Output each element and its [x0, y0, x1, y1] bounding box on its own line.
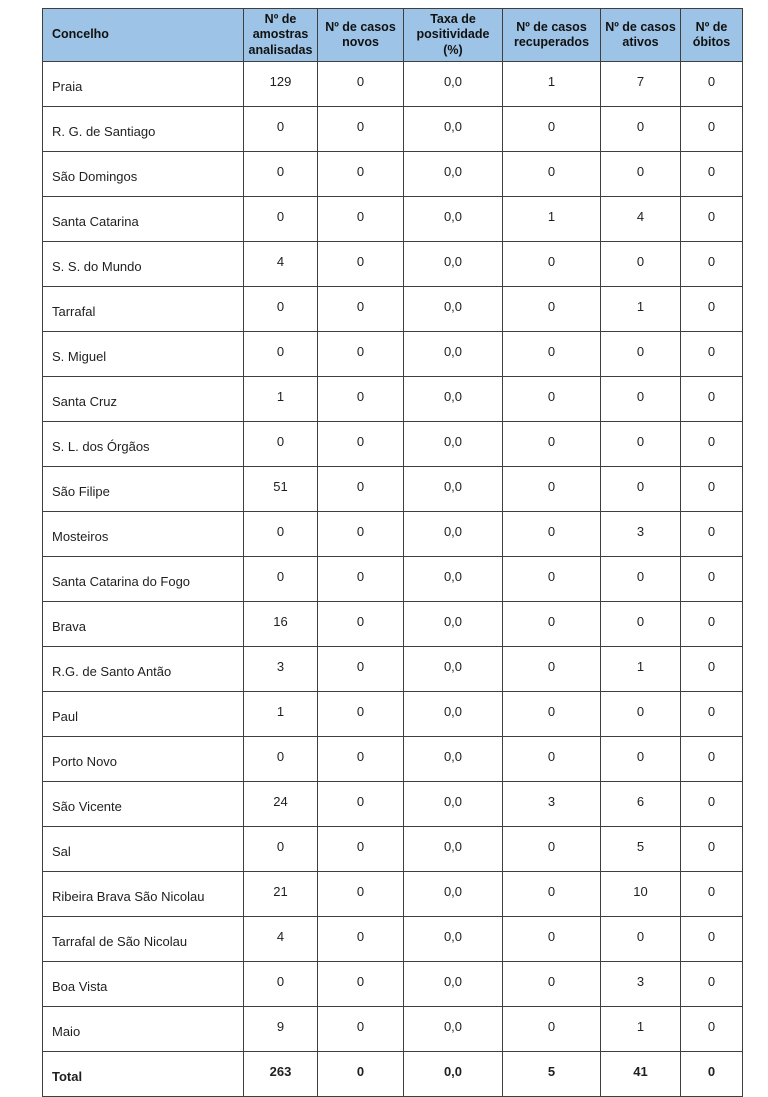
value-cell: 0 [601, 107, 681, 152]
value-cell: 0,0 [404, 692, 503, 737]
value-cell: 0 [318, 827, 404, 872]
value-cell: 0 [244, 332, 318, 377]
value-cell: 21 [244, 872, 318, 917]
value-cell: 0 [681, 737, 743, 782]
value-cell: 0,0 [404, 872, 503, 917]
concelho-name: S. L. dos Órgãos [43, 422, 244, 467]
value-cell: 0 [601, 377, 681, 422]
value-cell: 0 [681, 1007, 743, 1052]
value-cell: 0 [503, 917, 601, 962]
table-row [43, 512, 743, 557]
value-cell: 0 [318, 332, 404, 377]
value-cell: 0 [681, 152, 743, 197]
value-cell: 0 [681, 377, 743, 422]
value-cell: 0,0 [404, 827, 503, 872]
concelho-name: Tarrafal [43, 287, 244, 332]
value-cell: 0 [681, 962, 743, 1007]
table-row [43, 692, 743, 737]
value-cell: 0,0 [404, 197, 503, 242]
value-cell: 0,0 [404, 647, 503, 692]
value-cell: 0 [601, 692, 681, 737]
value-cell: 0 [681, 422, 743, 467]
value-cell: 0 [318, 1052, 404, 1097]
value-cell: 0 [503, 467, 601, 512]
value-cell: 0 [503, 107, 601, 152]
table-row [43, 422, 743, 467]
value-cell: 0 [318, 512, 404, 557]
value-cell: 0 [244, 422, 318, 467]
concelho-name: São Vicente [43, 782, 244, 827]
table-row [43, 827, 743, 872]
value-cell: 0,0 [404, 467, 503, 512]
value-cell: 0,0 [404, 917, 503, 962]
value-cell: 0 [681, 512, 743, 557]
value-cell: 0 [318, 242, 404, 287]
value-cell: 0 [318, 152, 404, 197]
value-cell: 0 [318, 557, 404, 602]
header-casos-recuperados: Nº de casos recuperados [503, 9, 601, 62]
value-cell: 0,0 [404, 737, 503, 782]
header-casos-ativos: Nº de casos ativos [601, 9, 681, 62]
value-cell: 0 [318, 602, 404, 647]
value-cell: 0 [503, 737, 601, 782]
concelho-name: Boa Vista [43, 962, 244, 1007]
table-row [43, 467, 743, 512]
table-row [43, 197, 743, 242]
value-cell: 41 [601, 1052, 681, 1097]
table-row [43, 287, 743, 332]
value-cell: 0 [601, 557, 681, 602]
header-amostras-analisadas: Nº de amostras analisadas [244, 9, 318, 62]
value-cell: 1 [503, 197, 601, 242]
concelho-name: Ribeira Brava São Nicolau [43, 872, 244, 917]
value-cell: 0 [503, 692, 601, 737]
value-cell: 0 [681, 287, 743, 332]
value-cell: 16 [244, 602, 318, 647]
value-cell: 0 [318, 917, 404, 962]
table-row [43, 872, 743, 917]
table-row [43, 782, 743, 827]
value-cell: 0 [318, 647, 404, 692]
value-cell: 0 [318, 107, 404, 152]
concelho-name: Porto Novo [43, 737, 244, 782]
value-cell: 0 [601, 242, 681, 287]
header-concelho: Concelho [43, 9, 244, 62]
value-cell: 0 [681, 827, 743, 872]
value-cell: 0 [318, 287, 404, 332]
value-cell: 0,0 [404, 287, 503, 332]
value-cell: 0,0 [404, 962, 503, 1007]
value-cell: 0 [601, 602, 681, 647]
value-cell: 0 [244, 287, 318, 332]
value-cell: 0 [503, 512, 601, 557]
value-cell: 0 [681, 647, 743, 692]
value-cell: 0,0 [404, 62, 503, 107]
value-cell: 3 [601, 962, 681, 1007]
value-cell: 0,0 [404, 1007, 503, 1052]
value-cell: 5 [601, 827, 681, 872]
value-cell: 0,0 [404, 107, 503, 152]
value-cell: 9 [244, 1007, 318, 1052]
value-cell: 0 [318, 467, 404, 512]
value-cell: 0 [681, 872, 743, 917]
value-cell: 1 [601, 287, 681, 332]
concelho-covid-table [42, 8, 743, 1097]
value-cell: 0 [601, 737, 681, 782]
table-row [43, 737, 743, 782]
value-cell: 3 [503, 782, 601, 827]
value-cell: 4 [244, 917, 318, 962]
value-cell: 0 [503, 557, 601, 602]
value-cell: 0 [601, 152, 681, 197]
concelho-name: Total [43, 1052, 244, 1097]
value-cell: 0 [244, 737, 318, 782]
concelho-name: Praia [43, 62, 244, 107]
value-cell: 0,0 [404, 782, 503, 827]
value-cell: 0 [503, 242, 601, 287]
value-cell: 4 [244, 242, 318, 287]
value-cell: 0 [244, 557, 318, 602]
value-cell: 0 [244, 197, 318, 242]
table-header [43, 9, 743, 62]
value-cell: 0,0 [404, 377, 503, 422]
value-cell: 0 [318, 422, 404, 467]
value-cell: 1 [601, 1007, 681, 1052]
value-cell: 0 [503, 872, 601, 917]
header-taxa-positividade: Taxa de positividade (%) [404, 9, 503, 62]
value-cell: 0 [318, 62, 404, 107]
concelho-name: R. G. de Santiago [43, 107, 244, 152]
concelho-name: Sal [43, 827, 244, 872]
value-cell: 0,0 [404, 152, 503, 197]
value-cell: 24 [244, 782, 318, 827]
value-cell: 1 [503, 62, 601, 107]
value-cell: 0 [318, 872, 404, 917]
value-cell: 0 [503, 422, 601, 467]
value-cell: 0 [503, 962, 601, 1007]
value-cell: 263 [244, 1052, 318, 1097]
value-cell: 0 [503, 1007, 601, 1052]
concelho-name: Maio [43, 1007, 244, 1052]
concelho-name: R.G. de Santo Antão [43, 647, 244, 692]
table-row [43, 962, 743, 1007]
value-cell: 0 [681, 602, 743, 647]
table-row [43, 107, 743, 152]
value-cell: 0 [503, 647, 601, 692]
value-cell: 0 [244, 512, 318, 557]
value-cell: 0 [681, 107, 743, 152]
value-cell: 0 [681, 242, 743, 287]
value-cell: 3 [601, 512, 681, 557]
value-cell: 0 [318, 197, 404, 242]
table-row [43, 152, 743, 197]
value-cell: 0 [244, 152, 318, 197]
table-row [43, 242, 743, 287]
table-row [43, 62, 743, 107]
value-cell: 3 [244, 647, 318, 692]
value-cell: 6 [601, 782, 681, 827]
value-cell: 0 [244, 962, 318, 1007]
value-cell: 0 [244, 827, 318, 872]
value-cell: 0 [601, 917, 681, 962]
value-cell: 0,0 [404, 332, 503, 377]
value-cell: 0 [318, 782, 404, 827]
value-cell: 0 [503, 152, 601, 197]
value-cell: 1 [601, 647, 681, 692]
value-cell: 0 [503, 827, 601, 872]
value-cell: 0 [681, 197, 743, 242]
value-cell: 4 [601, 197, 681, 242]
table-row [43, 557, 743, 602]
value-cell: 0 [681, 917, 743, 962]
concelho-name: Mosteiros [43, 512, 244, 557]
value-cell: 5 [503, 1052, 601, 1097]
value-cell: 0,0 [404, 602, 503, 647]
value-cell: 1 [244, 377, 318, 422]
value-cell: 0,0 [404, 1052, 503, 1097]
value-cell: 0 [503, 332, 601, 377]
table-row [43, 647, 743, 692]
value-cell: 0 [318, 377, 404, 422]
value-cell: 0 [601, 467, 681, 512]
concelho-name: S. S. do Mundo [43, 242, 244, 287]
value-cell: 0 [503, 602, 601, 647]
value-cell: 0 [503, 377, 601, 422]
total-row [43, 1052, 743, 1097]
concelho-name: São Filipe [43, 467, 244, 512]
value-cell: 0 [318, 692, 404, 737]
concelho-name: S. Miguel [43, 332, 244, 377]
header-obitos: Nº de óbitos [681, 9, 743, 62]
value-cell: 0,0 [404, 512, 503, 557]
value-cell: 0,0 [404, 557, 503, 602]
table-row [43, 917, 743, 962]
value-cell: 1 [244, 692, 318, 737]
value-cell: 0 [681, 332, 743, 377]
value-cell: 0 [503, 287, 601, 332]
value-cell: 0 [681, 692, 743, 737]
value-cell: 0 [681, 557, 743, 602]
value-cell: 0,0 [404, 242, 503, 287]
value-cell: 0 [681, 1052, 743, 1097]
concelho-name: Santa Cruz [43, 377, 244, 422]
value-cell: 0 [681, 782, 743, 827]
value-cell: 0 [318, 962, 404, 1007]
value-cell: 0 [601, 332, 681, 377]
table-row [43, 602, 743, 647]
concelho-name: São Domingos [43, 152, 244, 197]
concelho-name: Brava [43, 602, 244, 647]
table-row [43, 1007, 743, 1052]
table-body [43, 62, 743, 1097]
header-row [43, 9, 743, 62]
concelho-name: Paul [43, 692, 244, 737]
value-cell: 0 [681, 62, 743, 107]
value-cell: 0,0 [404, 422, 503, 467]
value-cell: 129 [244, 62, 318, 107]
concelho-name: Santa Catarina do Fogo [43, 557, 244, 602]
value-cell: 7 [601, 62, 681, 107]
concelho-name: Santa Catarina [43, 197, 244, 242]
value-cell: 0 [318, 1007, 404, 1052]
concelho-name: Tarrafal de São Nicolau [43, 917, 244, 962]
value-cell: 0 [601, 422, 681, 467]
value-cell: 0 [244, 107, 318, 152]
value-cell: 10 [601, 872, 681, 917]
header-casos-novos: Nº de casos novos [318, 9, 404, 62]
value-cell: 51 [244, 467, 318, 512]
value-cell: 0 [318, 737, 404, 782]
value-cell: 0 [681, 467, 743, 512]
table-row [43, 332, 743, 377]
table-row [43, 377, 743, 422]
